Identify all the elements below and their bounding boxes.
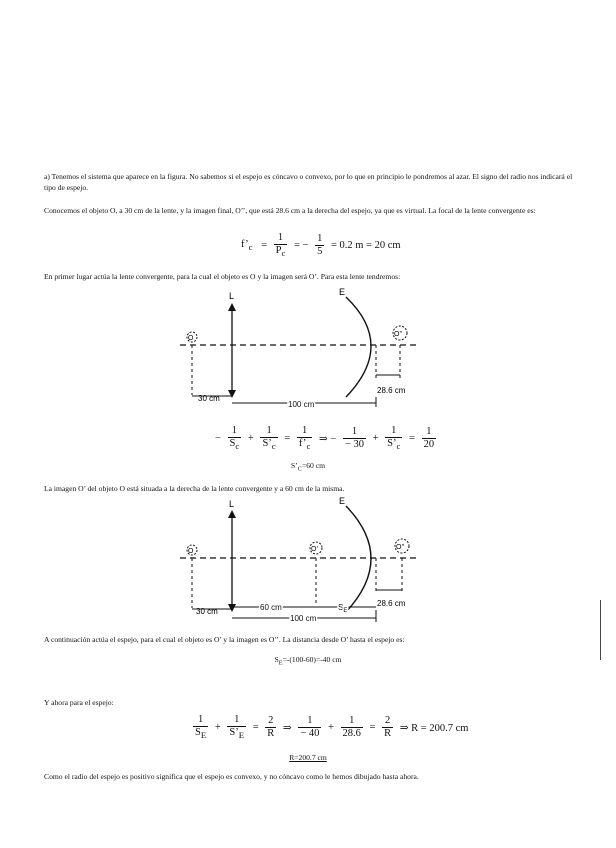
paragraph-mirror-intro: A continuación actúa el espejo, para el cual el objeto es O’ y la imagen es O’’. La distancia desde O’ hasta el espejo es: <box>44 635 405 644</box>
result-sc: $S’_C=60$ cm <box>290 461 326 473</box>
paragraph-conclusion: Como el radio del espejo es positivo significa que el espejo es convexo, y no cóncavo como le hemos dibujado hasta ahora. <box>44 772 419 781</box>
paragraph-intro: a) Tenemos el sistema que aparece en la figura. No sabemos si el espejo es cóncavo o convexo, por lo que en principio le pondremos al azar. El signo del radio nos indicará el tipo de espejo. <box>44 172 573 192</box>
object-o-label: O <box>188 548 194 555</box>
result-se: $S_E=-(100-60)=-40$ cm <box>274 655 342 667</box>
distance-100: 100 cm <box>290 614 317 623</box>
distance-se: $S_E$ <box>338 603 348 614</box>
scan-artifact-line <box>600 600 601 660</box>
mirror-label: E <box>339 496 346 506</box>
mirror-label: E <box>339 287 346 297</box>
distance-30: 30 cm <box>198 394 220 403</box>
paragraph-known-data: Conocemos el objeto O, a 30 cm de la lente, y la imagen final, O’’, que está 28.6 cm a la derecha del espejo, ya que es virtual. La focal de la lente convergente es: <box>44 206 536 215</box>
mirror-curve <box>346 506 371 612</box>
image-o2-label: O’’ <box>396 544 405 551</box>
lens-label: L <box>229 291 235 301</box>
distance-100: 100 cm <box>288 400 315 409</box>
distance-60: 60 cm <box>260 603 282 612</box>
object-o-label: O <box>188 335 194 342</box>
equation-mirror: $\frac{1}{S_E}$ + $\frac{1}{S’_E}$ = $\frac{2}{R}$ ⇒ $\frac{1}{- 40}$ + $\frac{1}{28.6}$ = $\frac{2}{R}$ ⇒ R = 200.7 cm <box>195 714 469 741</box>
result-radius: R=200.7 cm <box>289 753 327 762</box>
optical-diagram-2 <box>170 494 440 626</box>
equation-focal-length: $f’_c$ = $\frac{1}{P_c}$ = − $\frac{1}{5}$ = 0.2 m = 20 cm <box>241 232 401 259</box>
image-o2-label: O’’ <box>394 331 403 338</box>
distance-28-6: 28.6 cm <box>377 599 406 608</box>
lens-label: L <box>229 499 235 509</box>
paragraph-image-location: La imagen O’ del objeto O está situada a la derecha de la lente convergente y a 60 cm de la misma. <box>44 484 345 493</box>
image-o1-label: O’ <box>311 546 318 553</box>
paragraph-mirror-equation: Y ahora para el espejo: <box>44 698 114 707</box>
distance-28-6: 28.6 cm <box>377 386 406 395</box>
equation-thin-lens: − $\frac{1}{S_c}$ + $\frac{1}{S’_c}$ = $\frac{1}{f’_c}$ ⇒ − $\frac{1}{- 30}$ + $\frac{1}{S’_c}$ = $\frac{1}{20}$ <box>215 425 435 452</box>
optical-diagram-1 <box>170 283 440 413</box>
distance-30: 30 cm <box>196 607 218 616</box>
paragraph-first-lens: En primer lugar actúa la lente convergente, para la cual el objeto es O y la imagen será O’. Para esta lente tendremos: <box>44 272 401 281</box>
mirror-curve <box>346 297 371 397</box>
